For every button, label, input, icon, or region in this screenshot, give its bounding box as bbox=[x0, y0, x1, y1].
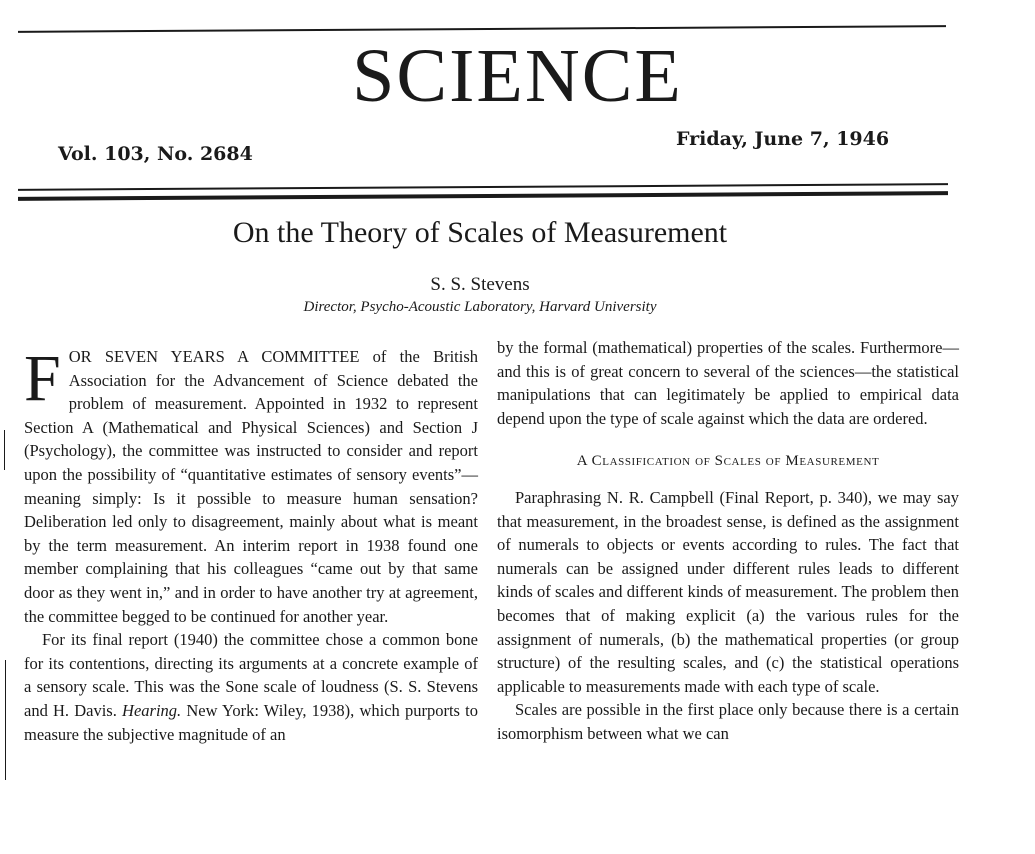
paragraph-intro bbox=[24, 342, 478, 628]
final-report-text-a: For its final report (1940) the committee chose a common bone for its contentions, directing its arguments at a concrete example of a sensory scale. This was the Sone scale of loudness (S. S. Stevens and H. Davis. bbox=[24, 630, 478, 720]
left-column bbox=[24, 342, 478, 746]
paragraph-isomorphism: Scales are possible in the first place only because there is a certain isomorphism between what we can bbox=[497, 700, 959, 743]
citation-title: Hearing. bbox=[122, 700, 182, 720]
article-author: S. S. Stevens bbox=[430, 274, 530, 295]
lead-caps: OR SEVEN YEARS A COMMITTEE bbox=[68, 347, 360, 366]
drop-cap: F bbox=[24, 342, 61, 415]
masthead-rule-thin bbox=[18, 183, 948, 191]
volume-number: Vol. 103, No. 2684 bbox=[58, 143, 253, 165]
article-title: On the Theory of Scales of Measurement bbox=[232, 216, 728, 249]
margin-mark-2 bbox=[5, 660, 6, 780]
issue-date: Friday, June 7, 1946 bbox=[676, 128, 890, 150]
right-column bbox=[497, 336, 959, 746]
author-affiliation: Director, Psycho-Acoustic Laboratory, Harvard University bbox=[303, 299, 657, 315]
journal-masthead: SCIENCE bbox=[352, 34, 683, 118]
section-heading: A Classification of Scales of Measurement bbox=[576, 453, 880, 470]
margin-mark-1 bbox=[4, 430, 5, 470]
paragraph-final-report bbox=[24, 628, 478, 746]
final-report-text-b: New York: Wiley, 1938), which purports to measure the subjective magnitude of an bbox=[24, 700, 478, 744]
paragraph-continuation: by the formal (mathematical) properties of the scales. Furthermore—and this is of great concern to several of the sciences—the statistical manipulations that can legitimately be applied to empirical data depend upon the type of scale against which the data are ordered. bbox=[497, 338, 959, 428]
top-rule bbox=[18, 25, 946, 33]
paragraph-campbell: Paraphrasing N. R. Campbell (Final Report, p. 340), we may say that measurement, in the broadest sense, is defined as the assignment of numerals to objects or events according to rules. The fact that numerals can be assigned under different rules leads to different kinds of scales and different kinds of measurement. The problem then becomes that of making explicit (a) the various rules for the assignment of numerals, (b) the mathematical properties (or group structure) of the resulting scales, and (c) the statistical operations applicable to measurements made with each type of scale. bbox=[497, 487, 959, 696]
masthead-rule-thick bbox=[18, 191, 948, 201]
intro-text: of the British Association for the Advancement of Science debated the problem of measurement. Appointed in 1932 to represent Section A (Mathematical and Physical Sciences) and Section J (Psychology), the committee was instructed to consider and report upon the possibility of “quantitative estimates of sensory events”—meaning simply: Is it possible to measure human sensation? Deliberation led only to disagreement, mainly about what is meant by the term measurement. An interim report in 1938 found one member complaining that his colleagues “came out by that same door as they went in,” and in order to have another try at agreement, the committee begged to be continued for another year. bbox=[24, 347, 478, 626]
